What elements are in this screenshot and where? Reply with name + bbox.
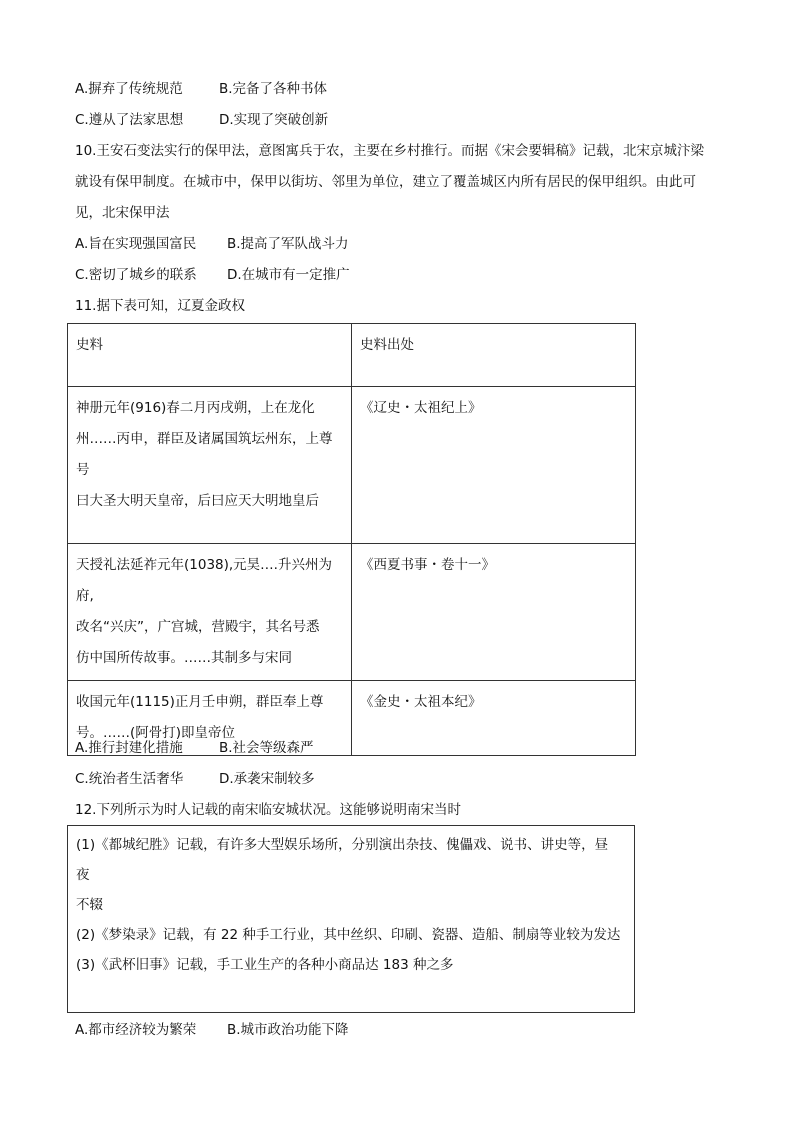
q10-option-a[interactable]: A.旨在实现强国富民 bbox=[75, 236, 197, 252]
record-line: 夜 bbox=[76, 867, 90, 883]
q10-stem-line-3: 见，北宋保甲法 bbox=[75, 205, 170, 221]
source-text-line: 天授礼法延祚元年(1038),元昊….升兴州为府, bbox=[76, 557, 332, 604]
record-line: 不辍 bbox=[76, 897, 103, 913]
q12-option-b[interactable]: B.城市政治功能下降 bbox=[227, 1022, 349, 1038]
table-header-cell: 史料 bbox=[68, 324, 352, 387]
q9-option-c[interactable]: C.遵从了法家思想 bbox=[75, 112, 184, 128]
record-line: (3)《武杯旧事》记载，手工业生产的各种小商品达 183 种之多 bbox=[76, 957, 454, 973]
q10-stem-line-1: 10.王安石变法实行的保甲法，意图寓兵于农，主要在乡村推行。而据《宋会要辑稿》记载，北宋京城汴梁 bbox=[75, 143, 704, 159]
table-header-cell: 史料出处 bbox=[352, 324, 636, 387]
table-header-row bbox=[68, 324, 636, 387]
source-text-cell bbox=[68, 544, 352, 681]
q10-option-d[interactable]: D.在城市有一定推广 bbox=[227, 267, 350, 283]
q11-stem: 11.据下表可知，辽夏金政权 bbox=[75, 298, 245, 314]
source-text-line: 曰大圣大明天皇帝，后曰应天大明地皇后 bbox=[76, 493, 319, 509]
q10-option-b[interactable]: B.提高了军队战斗力 bbox=[227, 236, 349, 252]
source-text-line: 州……丙申，群臣及诸属国筑坛州东，上尊号 bbox=[76, 431, 333, 478]
q12-stem: 12.下列所示为时人记载的南宋临安城状况。这能够说明南宋当时 bbox=[75, 802, 461, 818]
source-origin-cell: 《金史・太祖本纪》 bbox=[352, 681, 636, 756]
source-text-line: 号。……(阿骨打)即皇帝位 bbox=[76, 725, 236, 741]
q11-option-d[interactable]: D.承袭宋制较多 bbox=[219, 771, 315, 787]
q9-option-b[interactable]: B.完备了各种书体 bbox=[219, 81, 328, 97]
q9-option-d[interactable]: D.实现了突破创新 bbox=[219, 112, 329, 128]
record-line: (2)《梦染录》记载，有 22 种手工行业，其中丝织、印刷、瓷器、造船、制扇等业较为发达 bbox=[76, 927, 621, 943]
q12-option-a[interactable]: A.都市经济较为繁荣 bbox=[75, 1022, 197, 1038]
q11-option-b[interactable]: B.社会等级森严 bbox=[219, 740, 314, 756]
source-origin-cell: 《辽史・太祖纪上》 bbox=[352, 387, 636, 544]
q10-stem-line-2: 就设有保甲制度。在城市中，保甲以街坊、邻里为单位，建立了覆盖城区内所有居民的保甲组织。由此可 bbox=[75, 174, 696, 190]
source-text-line: 仿中国所传故事。……其制多与宋同 bbox=[76, 650, 292, 666]
q9-option-a[interactable]: A.摒弃了传统规范 bbox=[75, 81, 183, 97]
table-row bbox=[68, 387, 636, 544]
source-text-line: 改名“兴庆”，广宫城，营殿宇，其名号悉 bbox=[76, 619, 320, 635]
source-origin-cell: 《西夏书事・卷十一》 bbox=[352, 544, 636, 681]
q11-option-a[interactable]: A.推行封建化措施 bbox=[75, 740, 183, 756]
record-line: (1)《都城纪胜》记载，有许多大型娱乐场所，分别演出杂技、傀儡戏、说书、讲史等，昼 bbox=[76, 837, 609, 853]
q11-source-table bbox=[67, 323, 636, 756]
source-text-line: 收国元年(1115)正月壬申朔，群臣奉上尊 bbox=[76, 694, 324, 710]
q10-option-c[interactable]: C.密切了城乡的联系 bbox=[75, 267, 197, 283]
source-text-cell bbox=[68, 387, 352, 544]
source-text-line: 神册元年(916)春二月丙戌朔，上在龙化 bbox=[76, 400, 315, 416]
q11-option-c[interactable]: C.统治者生活奢华 bbox=[75, 771, 184, 787]
table-row bbox=[68, 544, 636, 681]
q12-records-box bbox=[67, 825, 635, 1013]
